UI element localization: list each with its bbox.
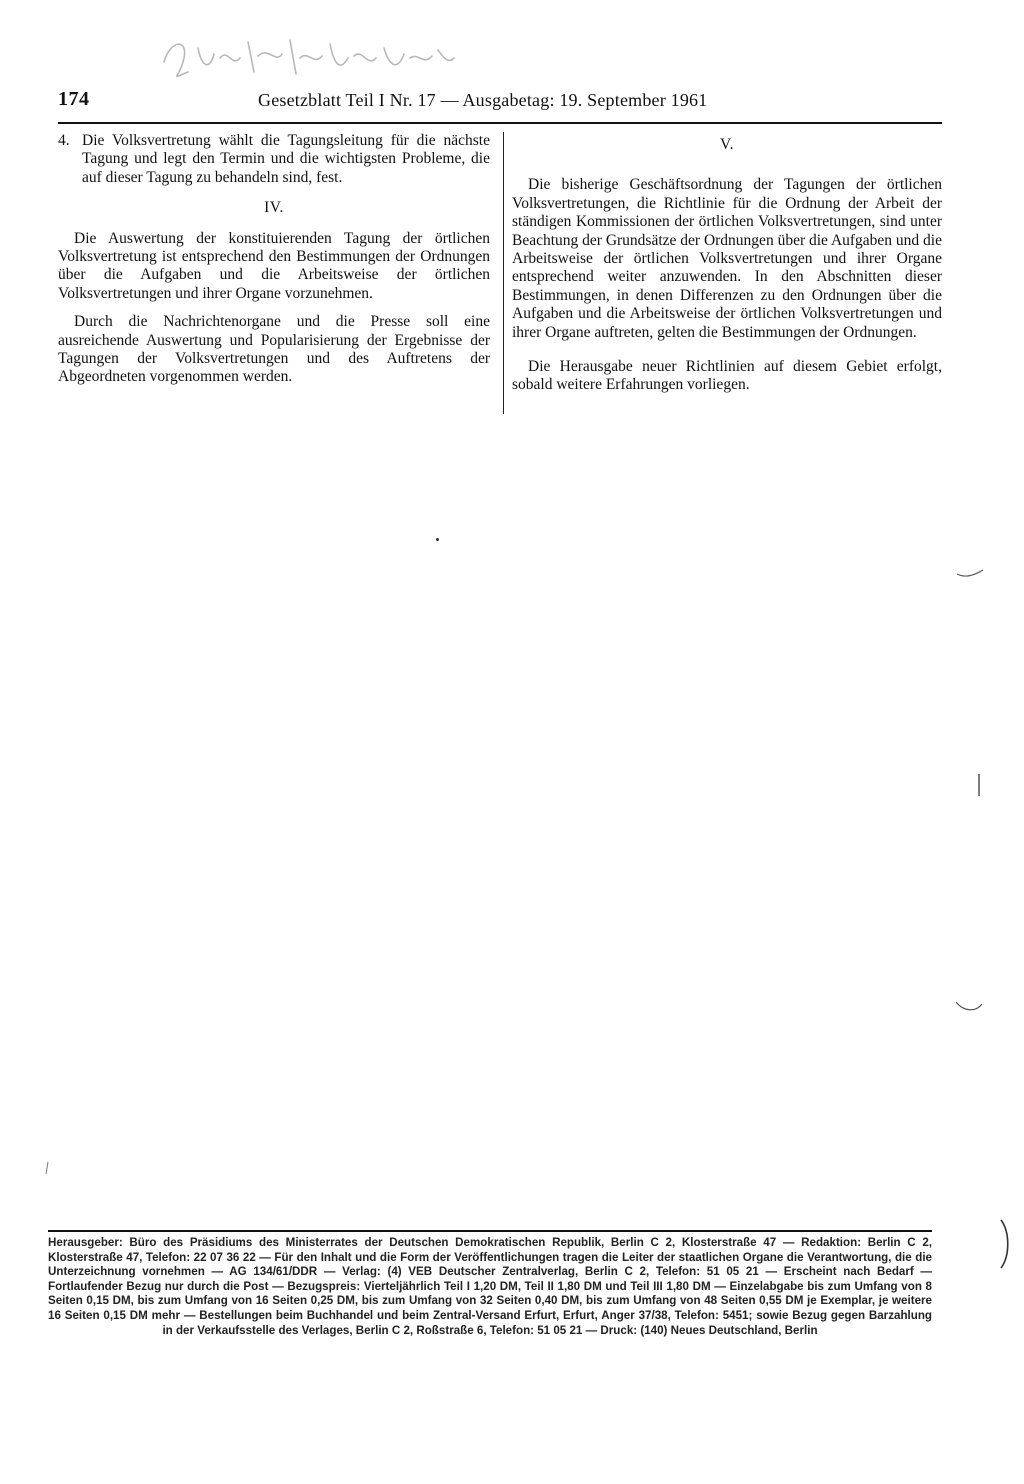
page-header xyxy=(58,88,758,114)
scan-dot xyxy=(436,538,439,541)
list-number: 4. xyxy=(58,132,70,149)
footer-rule xyxy=(48,1230,932,1232)
list-item-4 xyxy=(58,132,490,187)
right-column xyxy=(512,132,942,395)
publisher-imprint: Herausgeber: Büro des Präsidiums des Ministerrates der Deutschen Demokratischen Republik, Berlin C 2, Klosterstraße 47 — Redaktion: Berlin C 2, Klosterstraße 47, Telefon: 22 07 36 22 — Für den Inhalt und die Form der Veröffentlichungen tragen die Leiter der staatlichen Organe die Verantwortung, die die Unterzeichnung vornehmen — AG 134/61/DDR — Verlag: (4) VEB Deutscher Zentralverlag, Berlin C 2, Telefon: 51 05 21 — Erscheint nach Bedarf — Fortlaufender Bezug nur durch die Post — Bezugspreis: Vierteljährlich Teil I 1,20 DM, Teil II 1,80 DM und Teil III 1,80 DM — Einzelabgabe bis zum Umfang von 8 Seiten 0,15 DM, bis zum Umfang von 16 Seiten 0,25 DM, bis zum Umfang von 32 Seiten 0,40 DM, bis zum Umfang von 48 Seiten 0,55 DM je Exemplar, je weitere 16 Seiten 0,15 DM mehr — Bestellungen beim Buchhandel und beim Zentral-Versand Erfurt, Erfurt, Anger 37/38, Telefon: 5451; sowie Bezug gegen Barzahlung in der Verkaufsstelle des Verlages, Berlin C 2, Roßstraße 6, Telefon: 51 05 21 — Druck: (140) Neues Deutschland, Berlin xyxy=(48,1236,932,1337)
scan-mark xyxy=(976,772,982,798)
paragraph: Durch die Nachrichtenorgane und die Presse soll eine ausreichende Auswertung und Popularisierung der Ergebnisse der Tagungen der Volksvertretungen und des Auftretens der Abgeordneten vorgenommen werden. xyxy=(58,313,490,386)
scan-mark xyxy=(44,1160,50,1176)
page-number: 174 xyxy=(58,88,90,110)
left-column xyxy=(58,132,490,387)
paragraph: Die bisherige Geschäftsordnung der Tagungen der örtlichen Volksvertretungen, die Richtlinie für die Ordnung der Arbeit der ständigen Kommissionen der örtlichen Volksvertretungen, sind unter Beachtung der Grundsätze der Ordnungen über die Aufgaben und die Arbeitsweise der örtlichen Volksvertretungen und ihrer Organe entsprechend weiter anzuwenden. In den Abschnitten dieser Bestimmungen, in denen Differenzen zu den Ordnungen über die Aufgaben und die Arbeitsweise der örtlichen Volksvertretungen und ihrer Organe auftreten, gelten die Bestimmungen der Ordnungen. xyxy=(512,176,942,341)
paragraph: Die Herausgabe neuer Richtlinien auf diesem Gebiet erfolgt, sobald weitere Erfahrungen vorliegen. xyxy=(512,358,942,394)
section-heading-v: V. xyxy=(719,136,735,153)
handwritten-annotation xyxy=(158,28,458,88)
scan-mark xyxy=(955,566,985,580)
scan-mark xyxy=(954,998,984,1014)
scan-mark xyxy=(998,1218,1012,1270)
list-item-text: Die Volksvertretung wählt die Tagungsleitung für die nächste Tagung und legt den Termin und die wichtigsten Probleme, die auf dieser Tagung zu behandeln sind, fest. xyxy=(82,132,490,186)
section-heading-iv: IV. xyxy=(264,199,284,217)
paragraph: Die Auswertung der konstituierenden Tagung der örtlichen Volksvertretung ist entsprechend den Bestimmungen der Ordnungen über die Aufgaben und die Arbeitsweise der örtlichen Volksvertretungen und ihrer Organe vorzunehmen. xyxy=(58,229,490,302)
column-divider xyxy=(503,132,504,414)
gazette-title: Gesetzblatt Teil I Nr. 17 — Ausgabetag: 19. September 1961 xyxy=(258,90,708,110)
header-rule xyxy=(58,122,942,124)
